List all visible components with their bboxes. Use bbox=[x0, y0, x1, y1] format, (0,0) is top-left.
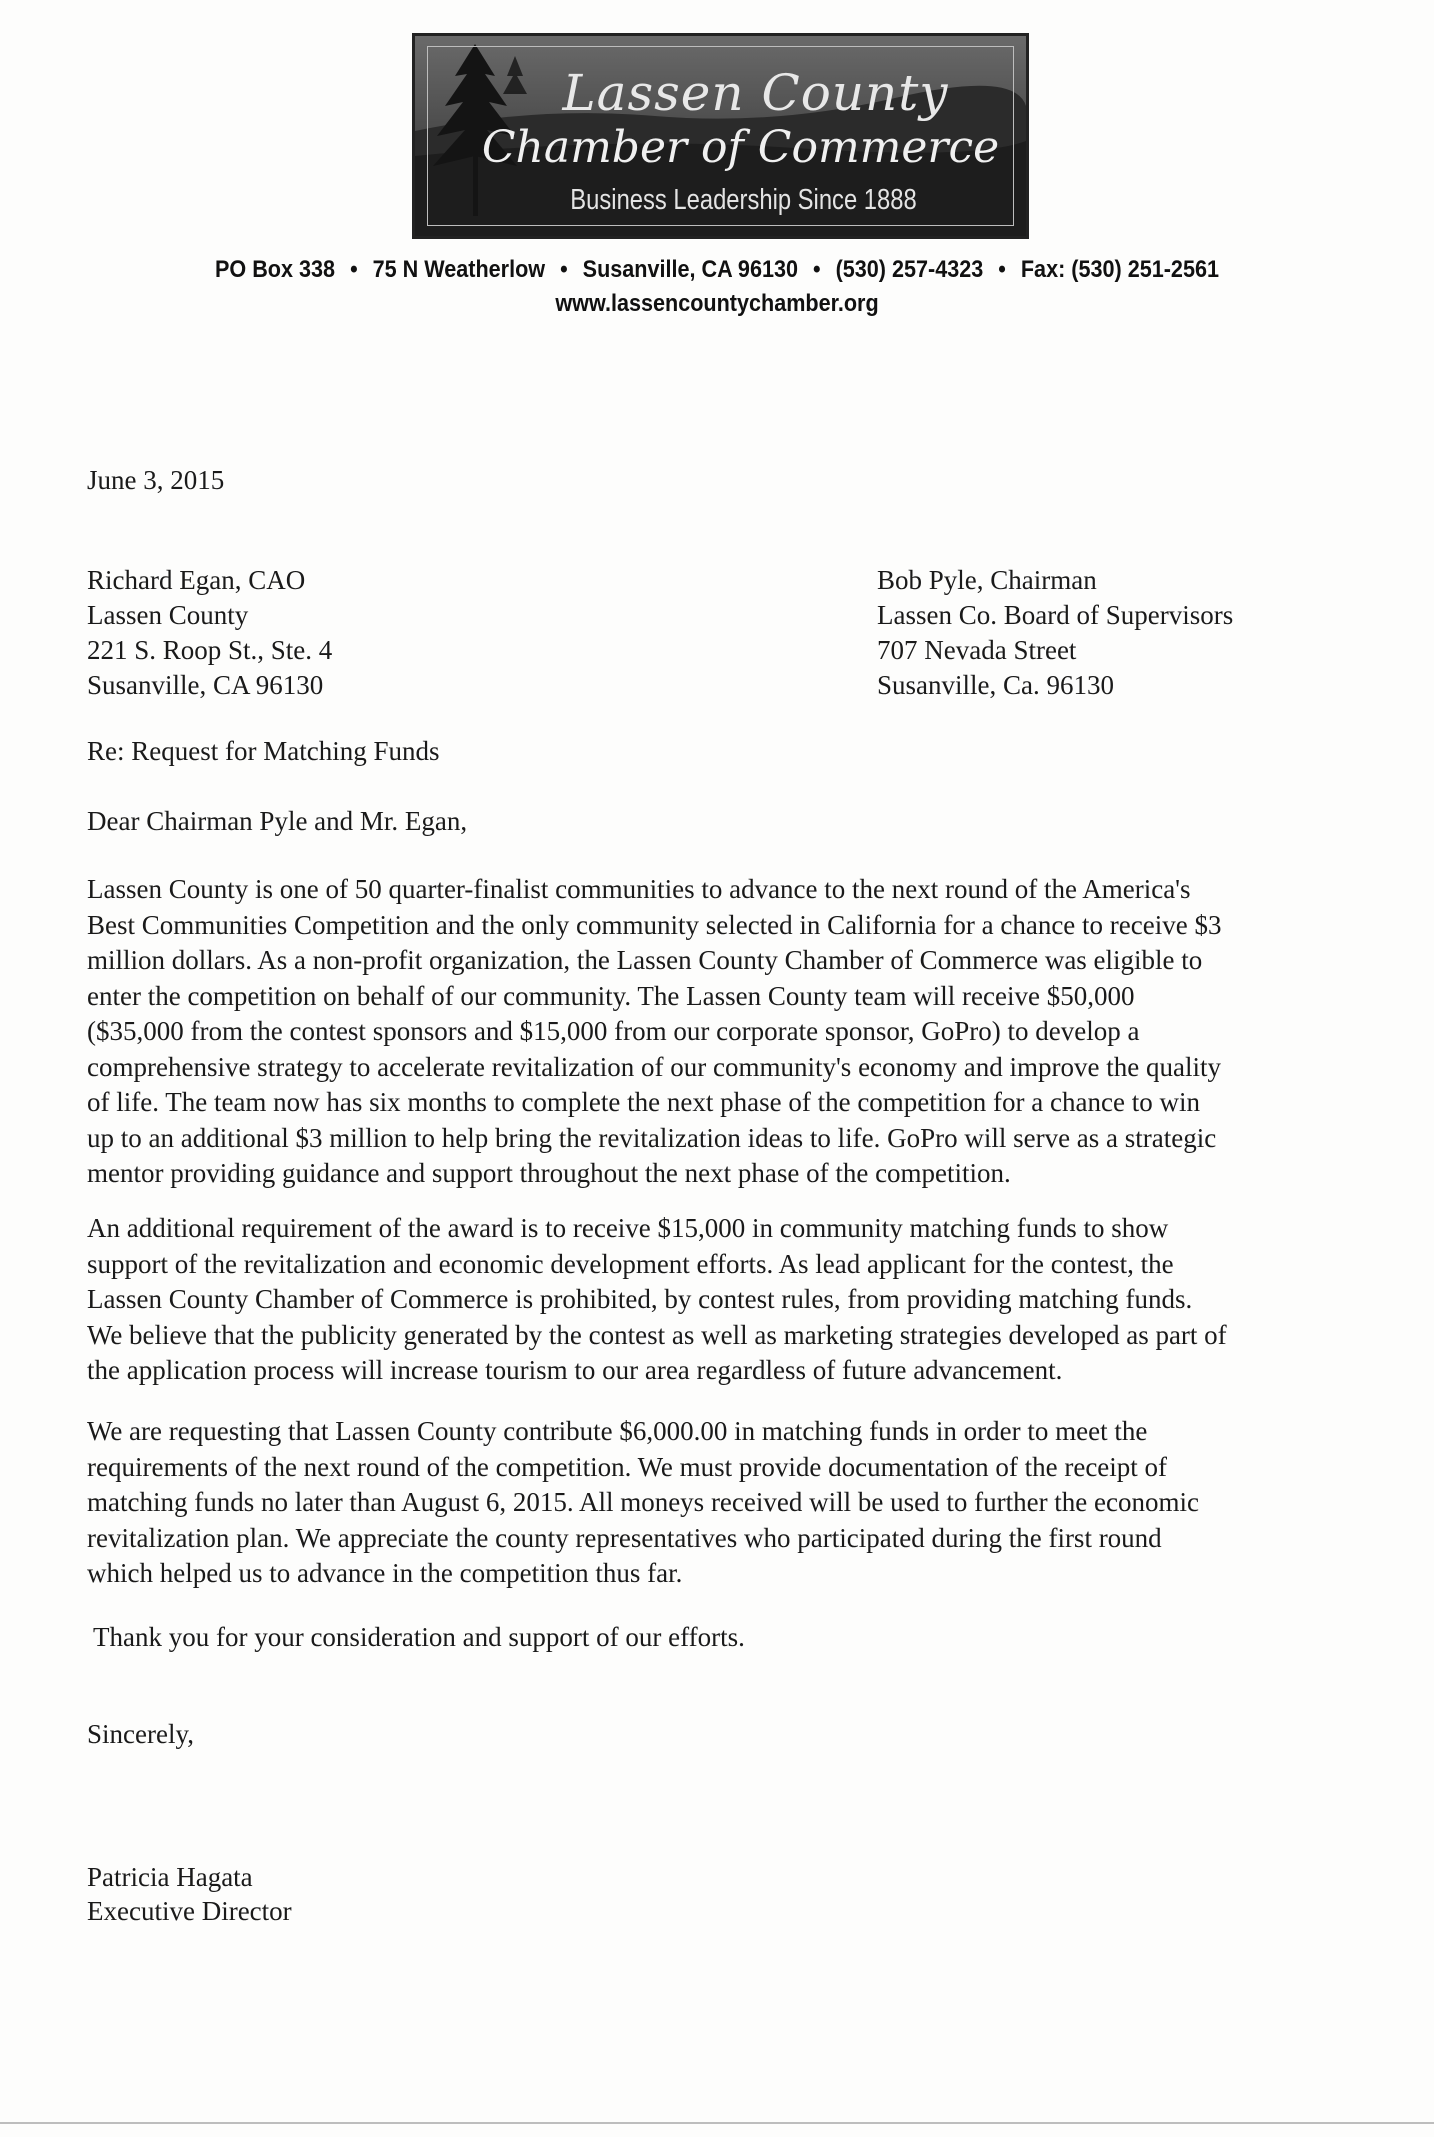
recipient-address-right bbox=[877, 563, 1233, 703]
address-line: Richard Egan, CAO bbox=[87, 565, 306, 595]
website-url: www.lassencountychamber.org bbox=[555, 290, 879, 317]
text-line: mentor providing guidance and support throughout the next phase of the competition. bbox=[87, 1158, 1011, 1188]
text-line: requirements of the next round of the competition. We must provide documentation of the receipt of bbox=[87, 1451, 1168, 1482]
text-line: We believe that the publicity generated by the contest as well as marketing strategies developed as part of bbox=[87, 1319, 1227, 1350]
scan-edge-divider bbox=[0, 2122, 1434, 2124]
text-line: Best Communities Competition and the only community selected in California for a chance to receive $3 bbox=[87, 909, 1222, 940]
contact-line bbox=[72, 256, 1363, 284]
logo-tagline: Business Leadership Since 1888 bbox=[570, 184, 917, 216]
body-paragraph-1 bbox=[87, 872, 1377, 1192]
text-line: the application process will increase tourism to our area regardless of future advancement. bbox=[87, 1355, 1063, 1385]
fax-number: Fax: (530) 251-2561 bbox=[1020, 256, 1219, 283]
logo-name-line1: Lassen County bbox=[562, 64, 949, 122]
separator: • bbox=[813, 256, 821, 283]
thanks-line: Thank you for your consideration and support of our efforts. bbox=[93, 1622, 745, 1652]
logo-name-line2: Chamber of Commerce bbox=[481, 122, 1000, 173]
address-line: Bob Pyle, Chairman bbox=[877, 565, 1097, 595]
text-line: Lassen County Chamber of Commerce is prohibited, by contest rules, from providing matching funds. bbox=[87, 1284, 1193, 1314]
po-box: PO Box 338 bbox=[214, 256, 336, 283]
signer-title: Executive Director bbox=[87, 1896, 292, 1926]
signer-name: Patricia Hagata bbox=[87, 1862, 253, 1892]
salutation: Dear Chairman Pyle and Mr. Egan, bbox=[87, 806, 468, 836]
text-line: matching funds no later than August 6, 2015. All moneys received will be used to further the economic bbox=[87, 1487, 1199, 1517]
address-line: Susanville, CA 96130 bbox=[87, 670, 324, 700]
phone-number: (530) 257-4323 bbox=[835, 256, 984, 283]
address-line: 221 S. Roop St., Ste. 4 bbox=[87, 635, 333, 665]
separator: • bbox=[560, 256, 568, 283]
city-state-zip: Susanville, CA 96130 bbox=[582, 256, 798, 283]
text-line: comprehensive strategy to accelerate revitalization of our community's economy and improve the quality bbox=[87, 1051, 1221, 1082]
separator: • bbox=[998, 256, 1006, 283]
address-line: Lassen Co. Board of Supervisors bbox=[877, 600, 1234, 630]
text-line: million dollars. As a non-profit organization, the Lassen County Chamber of Commerce was eligible to bbox=[87, 945, 1203, 975]
text-line: of life. The team now has six months to complete the next phase of the competition for a chance to win bbox=[87, 1087, 1200, 1117]
text-line: up to an additional $3 million to help bring the revitalization ideas to life. GoPro will serve as a strategic bbox=[87, 1122, 1217, 1153]
subject-line: Re: Request for Matching Funds bbox=[87, 736, 440, 766]
body-paragraph-2 bbox=[87, 1211, 1377, 1389]
address-line: 707 Nevada Street bbox=[877, 635, 1077, 665]
letter-date: June 3, 2015 bbox=[87, 465, 225, 495]
text-line: revitalization plan. We appreciate the county representatives who participated during the first round bbox=[87, 1522, 1162, 1553]
recipient-address-left bbox=[87, 563, 332, 703]
body-paragraph-3 bbox=[87, 1414, 1377, 1592]
address-line: Lassen County bbox=[87, 600, 249, 630]
text-line: enter the competition on behalf of our community. The Lassen County team will receive $50,000 bbox=[87, 980, 1135, 1011]
text-line: Lassen County is one of 50 quarter-finalist communities to advance to the next round of the America's bbox=[87, 874, 1191, 904]
text-line: which helped us to advance in the competition thus far. bbox=[87, 1558, 683, 1588]
text-line: support of the revitalization and economic development efforts. As lead applicant for the contest, the bbox=[87, 1248, 1174, 1279]
text-line: ($35,000 from the contest sponsors and $15,000 from our corporate sponsor, GoPro) to develop a bbox=[87, 1016, 1140, 1046]
street-address: 75 N Weatherlow bbox=[372, 256, 546, 283]
address-line: Susanville, Ca. 96130 bbox=[877, 670, 1114, 700]
chamber-logo bbox=[412, 33, 1029, 239]
closing: Sincerely, bbox=[87, 1719, 194, 1749]
separator: • bbox=[350, 256, 358, 283]
text-line: An additional requirement of the award is to receive $15,000 in community matching funds to show bbox=[87, 1213, 1169, 1243]
text-line: We are requesting that Lassen County contribute $6,000.00 in matching funds in order to meet the bbox=[87, 1416, 1148, 1446]
